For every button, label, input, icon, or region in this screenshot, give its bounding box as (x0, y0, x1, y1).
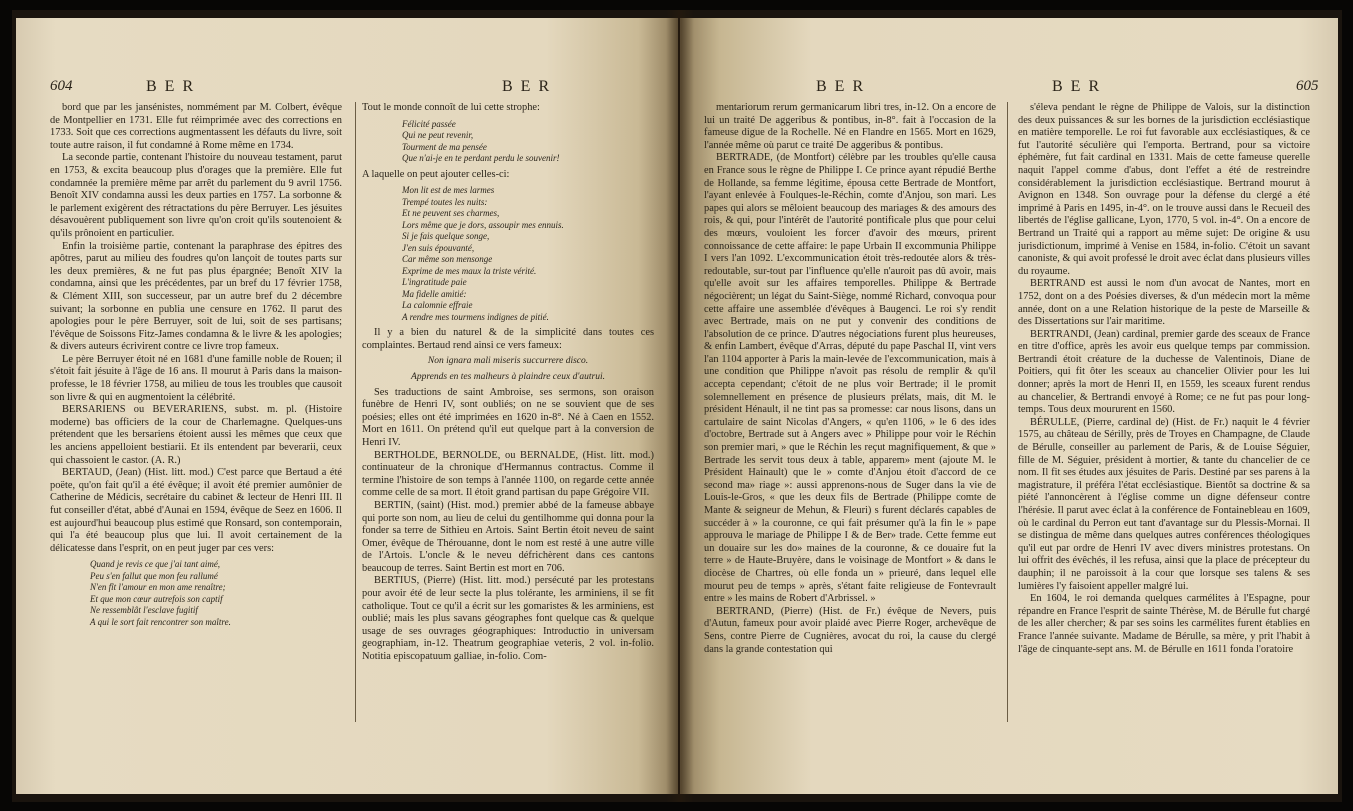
book-spread (12, 10, 1342, 802)
strophe-2 (402, 185, 654, 323)
right-col1-text (704, 102, 996, 656)
latin-quote: Non ignara mali miseris succurrere disco. (427, 356, 589, 367)
verse-line: Car même son mensonge (402, 254, 493, 265)
right-col2-text (1018, 102, 1310, 656)
left-running-head-2: B E R (502, 78, 552, 95)
right-running-head-2: B E R (1052, 78, 1102, 95)
col2-after: Il y a bien du naturel & de la simplicité dans toutes ces complaintes. Bertaud rend ainsi ce vers fameux: (362, 327, 654, 351)
paragraph: mentariorum rerum germanicarum libri tres, in-12. On a encore de lui un traité De aggeribus & pontibus, in-8°. fait à l'occasion de la fameuse digue de la Rochelle. Né en Flandre en 1565. Mort en 1629, l'année même où parut ce traité De aggeribus & pontibus. (704, 102, 996, 151)
verse-line: A qui le sort fait rencontrer son maître. (90, 616, 231, 627)
verse-line: L'ingratitude paie (402, 277, 467, 288)
paragraph: Ses traductions de saint Ambroise, ses sermons, son oraison funèbre de Henri IV, sont oubliés; on ne se souvient que de ses poésies; elles ont été imprimées en 1620 in-8°. Né à Caen en 1552. Mort en 1611. On prétend qu'il eut quelque part à la conversion de Henri IV. (362, 386, 654, 448)
paragraph: bord que par les jansénistes, nommément par M. Colbert, évêque de Montpellier en 1731. Elle fut réimprimée avec des corrections en 1733. Soit que ces corrections augmentassent les défauts du livre, soit toute autre raison, il fut condamné à Rome même en 1734. (50, 102, 342, 151)
paragraph: Enfin la troisième partie, contenant la paraphrase des épitres des apôtres, parut au milieu des foudres qu'on lançoit de toutes parts sur les deux premières, & ne fut pas plus épargnée; Benoît XIV la condamna, ainsi que les précédentes, par un bref du 17 février 1758, & Clément XIII, son successeur, par un autre bref du 2 décembre suivant; la sorbonne en publia une censure en 1762. Il parut des apologies pour le père Berruyer, soit de lui, soit de ses partisans; l'évêque de Soissons Fitz-James condamna & le livre & les apologies; & divers auteurs écrivirent contre ce livre trop fameux. (50, 240, 342, 353)
paragraph: BERTRANDI, (Jean) cardinal, premier garde des sceaux de France en titre d'office, après les avoir eus quelque temps par commission. Bertrandi étoit créature de la duchesse de Valentinois, Diane de Poitiers, qui fit ôter les sceaux au chancelier Olivier pour les lui donner; après la mort de Henri II, en 1559, les sceaux furent rendus au chancelier, & Bertrandi envoyé à Rome; ce ne fut pas pour long-temps. Tous deux moururent en 1560. (1018, 328, 1310, 416)
paragraph: La seconde partie, contenant l'histoire du nouveau testament, parut en 1753, & excita beaucoup plus d'orages que la première. Elle fut condamnée la première même par arrêt du parlement du 9 avril 1756. Benoît XIV condamna aussi les deux parties en 1757. La sorbonne & le parlement exigèrent des rétractations du père Berruyer. Les jésuites désavouèrent publiquement son livre qu'on croit qu'ils soutenoient & qu'ils prônoient en particulier. (50, 152, 342, 239)
right-column-2 (1018, 102, 1310, 782)
verse-line: N'en fît l'amour en mon ame renaître; (90, 582, 226, 593)
verse-line: Et ne peuvent ses charmes, (402, 208, 500, 219)
right-running-head-1: B E R (816, 78, 866, 95)
left-column-1 (50, 102, 342, 782)
bertaud-verse (90, 559, 342, 628)
paragraph: BERTIUS, (Pierre) (Hist. litt. mod.) persécuté par les protestans pour avoir été de leur secte la plus tolérante, les arminiens, il se fit catholique. Tout ce qu'il a écrit sur les gomaristes & les arminiens, est oublié; mais les plus savans géographes font quelque cas & quelque usage de ses ouvrages géographiques: Introductio in universam geographiam, in-12. Theatrum geographiae veteris, 2 vol. in-folio. Notitia episcopatuum galliae, in-folio. Com- (362, 575, 654, 663)
right-page-number: 605 (1296, 78, 1319, 94)
left-column-2 (362, 102, 654, 782)
right-column-1 (704, 102, 996, 782)
verse-line: Félicité passée (402, 118, 456, 129)
verse-line: Exprime de mes maux la triste vérité. (402, 265, 537, 276)
left-col1-text (50, 102, 342, 555)
paragraph: BÉRULLE, (Pierre, cardinal de) (Hist. de Fr.) naquit le 4 février 1575, au château de Sérilly, près de Troyes en Champagne, de Claude de Bérulle, conseiller au parlement de Paris, & de Louise Séguier, fille de M. Séguier, président à mortier, & tante du chancelier de ce nom. Il fit ses études aux jésuites de Paris. Destiné par ses parens à la magistrature, il préféra l'état ecclésiastique. Bientôt sa doctrine & sa piété l'annoncèrent à l'église comme un digne défenseur contre l'hérésie. Il parut avec éclat à la conférence de Fontainebleau en 1609, où le cardinal du Perron eut tant d'avantage sur du Plessis-Mornai. Il se distingua de même dans quelques autres conférences théologiques qu'il eut par ordre de Henri IV avec divers ministres protestans. On lui offrit des évêchés, il les refusa, ainsi que la place de précepteur du dauphin; il ne paroissoit à la cour que lorsque ses talens & ses lumières l'y faisoient appeller malgré lui. (1018, 416, 1310, 592)
paragraph: BERSARIENS ou BEVERARIENS, subst. m. pl. (Histoire moderne) bas officiers de la cour de Charlemagne. Quelques-uns prétendent que les bersariens étoient aussi les mêmes que ceux que les anciens appelloient bestiarii. Et ils entendent par beverarii, ceux qui chassoient le castor. (A. R.) (50, 404, 342, 466)
verse-line: Lors même que je dors, assoupir mes ennuis. (402, 219, 564, 230)
verse-line: Que n'ai-je en te perdant perdu le souvenir! (402, 153, 560, 164)
paragraph: BERTHOLDE, BERNOLDE, ou BERNALDE, (Hist. litt. mod.) continuateur de la chronique d'Hermannus contractus. Comme il termine l'histoire de son temps à l'année 1100, on regarde cette année comme celle de sa mort. Il étoit grand partisan du pape Grégoire VII. (362, 449, 654, 499)
paragraph: BERTIN, (saint) (Hist. mod.) premier abbé de la fameuse abbaye qui porte son nom, au lieu de celui du gentilhomme qui donna pour la fonder sa terre de Sithieu en Artois. Saint Bertin étoit neveu de saint Omer, évêque de Thérouanne, dont le nom est resté à une autre ville de l'Artois. L'oncle & le neveu défrichèrent dans ces cantons beaucoup de terres. Saint Bertin est mort en 706. (362, 499, 654, 574)
left-page (16, 18, 678, 794)
paragraph: En 1604, le roi demanda quelques carmélites à l'Espagne, pour répandre en France l'esprit de sainte Thérèse, M. de Bérulle fut chargé de les aller chercher; & par ses soins les carmélites furent établies en France l'année suivante. Madame de Bérulle, sa mère, y prit l'habit à l'âge de cinquante-sept ans. M. de Bérulle en 1611 fonda l'oratoire (1018, 593, 1310, 655)
paragraph: s'éleva pendant le règne de Philippe de Valois, sur la distinction des deux puissances & sur les bornes de la jurisdiction ecclésiastique en matière temporelle. Le roi fut favorable aux ecclésiastiques, & ce fut l'autorité séculière qui l'emporta. Bertrand, pour sa victoire éphémère, fut fait cardinal en 1331. Mais de cette fameuse querelle naquit l'appel comme d'abus, dont l'effet a été de restreindre considérablement la jurisdiction ecclésiastique. Bertrand mourut à Avignon en 1348. Son ouvrage pour la défense du clergé a été imprimé à Paris en 1495, in-4°. on le trouve aussi dans le Recueil des libertés de l'église gallicane, Lyon, 1770, 5 vol. in-4°. On a encore de Bertrand un Traité qui a rapport au même sujet: De origine & usu jurisdictionum, imprimé à Venise en 1584, in-folio. C'étoit un savant canoniste, & qui avoit professé le droit avec éclat dans plusieurs villes du royaume. (1018, 102, 1310, 277)
verse-line: J'en suis épouvanté, (402, 242, 475, 253)
verse-line: Peu s'en fallut que mon feu rallumé (90, 570, 218, 581)
col2-intro: Tout le monde connoît de lui cette strophe: (362, 102, 540, 113)
paragraph: BERTAUD, (Jean) (Hist. litt. mod.) C'est parce que Bertaud a été poëte, qu'on fait qu'il a été évêque; il avoit été premier aumônier de Catherine de Médicis, secrétaire du cabinet & lecteur de Henri III. Il fut conseiller d'état, abbé d'Aunai en 1594, évêque de Seez en 1606. Il est aujourd'hui beaucoup plus estimé que Ronsard, son contemporain, qui l'a été beaucoup plus que lui. Il avoit certainement de la délicatesse dans l'esprit, on en peut juger par ces vers: (50, 467, 342, 554)
left-page-number: 604 (50, 78, 73, 94)
paragraph: BERTRAND est aussi le nom d'un avocat de Nantes, mort en 1752, dont on a des Poésies diverses, & d'un médecin mort la même année, dont on a une Relation historique de la peste de Marseille & des Dissertations sur l'air maritime. (1018, 278, 1310, 328)
verse-line: Ma fidelle amitié: (402, 288, 467, 299)
verse-line: Mon lit est de mes larmes (402, 185, 495, 196)
right-page (680, 18, 1338, 794)
paragraph: Le père Berruyer étoit né en 1681 d'une famille noble de Rouen; il s'étoit fait jésuite à l'âge de 16 ans. Il mourut à Paris dans la maison-professe, le 18 février 1758, au milieu de tous les troubles que causoit son livre & qui en augmentoient la célébrité. (50, 353, 342, 403)
verse-line: Trempé toutes les nuits: (402, 196, 488, 207)
verse-line: Et que mon cœur autrefois son captif (90, 593, 223, 604)
verse-line: A rendre mes tourmens indignes de pitié. (402, 311, 549, 322)
verse-line: Quand je revis ce que j'ai tant aimé, (90, 559, 221, 570)
verse-line: Si je fais quelque songe, (402, 231, 490, 242)
verse-line: Tourment de ma pensée (402, 141, 487, 152)
paragraph: BERTRADE, (de Montfort) célèbre par les troubles qu'elle causa en France sous le règne de Philippe I. Ce prince ayant répudié Berthe de Hollande, sa femme légitime, épousa cette Bertrade de Montfort, l'ayant enlevée à Foulques-le-Réchin, comte d'Anjou, son mari. Les papes qui alors se mêloient beaucoup des mariages & des amours des rois, & qui, pour l'intérêt de l'autorité pontificale plus que pour celui des mœurs, vouloient les forcer d'avoir des mœurs, prirent connoissance de cette affaire: le pape Urbain II excommunia Philippe I vers l'an 1092. L'excommunication étoit très-redoutée alors & très-redoutable, sur-tout par l'influence qu'elle n'auroit pas dû avoir, mais qu'elle avoit sur les affaires temporelles. Philippe & Bertrade négocièrent; un légat du Saint-Siège, nommé Richard, convoqua pour cette affaire une assemblée d'évêques à Baugenci. Le roi s'y rendit avec Bertrade, mais on ne put y convenir des conditions de l'absolution de ce prince. D'autres négociations furent plus heureuses, & enfin Lambert, évêque d'Arras, député du pape Paschal II, vint vers l'an 1104 apporter à Paris la main-levée de l'excommunication, mais à une condition que Philippe n'avoit pas résolu de remplir & qu'il accepta cependant; c'étoit de ne plus voir Bertrade; il le promit solemnellement en présence de plusieurs prélats, mais, dit M. le président Hénault, il ne tint pas sa promesse: car nous lisons, dans un cartulaire de saint Nicolas d'Angers, « qu'en 1106, » le 6 des ides d'octobre, Bertrade sut à Angers avec » Philippe pour voir le Réchin son premier mari, » que le Réchin les reçut magnifiquement, & que » Bertrade les servit tous deux à table, apparem» ment (ajoute M. le Président Hainault) que le » comte d'Anjou étoit d'accord de ce second ma» riage »: aussi apprenons-nous de Suger dans la vie de Louis-le-Gros, « que les deux fils de Bertrade (Philippe comte de Mante & seigneur de Mehun, & Fleuri) s furent déclarés capables de succéder à » la couronne, ce qui fait présumer qu'à la fin le » pape approuva le mariage de Philippe I & de Ber» trade. Cette femme eut un douaire sur les do» maines de la couronne, & ce douaire fut la terre » de Haute-Bruyère, dans le voisinage de Montfort » & dans le diocèse de Chartres, où elle fonda un » prieuré, dans lequel elle mourut peu de temps » après, s'étant faite religieuse de Fontevrault entre » les mains de Robert d'Arbrissel. » (704, 152, 996, 605)
verse-line: Qui ne peut revenir, (402, 130, 474, 141)
column-rule-left (355, 102, 356, 722)
column-rule-right (1007, 102, 1008, 722)
verse-line: La calomnie effraie (402, 300, 473, 311)
paragraph: BERTRAND, (Pierre) (Hist. de Fr.) évêque de Nevers, puis d'Autun, fameux pour avoir plaidé avec Pierre Roger, archevêque de Sens, contre Pierre de Cugnières, avocat du roi, la cause du clergé dans la grande contestation qui (704, 605, 996, 655)
col2-mid: A laquelle on peut ajouter celles-ci: (362, 168, 510, 180)
verse-line: Ne ressemblât l'esclave fugitif (90, 605, 198, 616)
strophe-1 (402, 119, 654, 165)
left-col2-text (362, 387, 654, 664)
left-running-head-1: B E R (146, 78, 196, 95)
french-quote: Apprends en tes malheurs à plaindre ceux d'autrui. (411, 371, 605, 382)
